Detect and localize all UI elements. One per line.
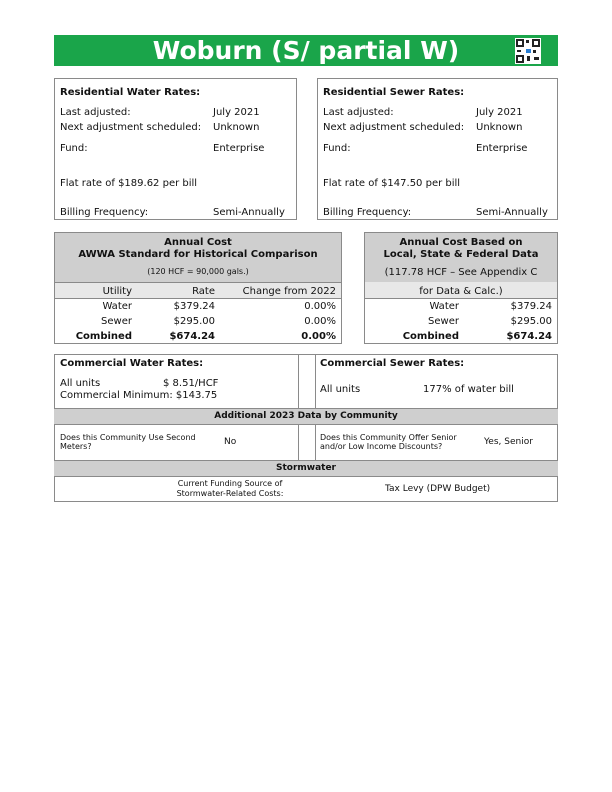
discounts-question-2: and/or Low Income Discounts? bbox=[320, 442, 443, 451]
table-row-combined-rate: $674.24 bbox=[169, 331, 215, 342]
title-banner bbox=[54, 35, 558, 66]
stormwater-label-1: Current Funding Source of bbox=[177, 479, 283, 488]
table-row-sewer-utility: Sewer bbox=[101, 316, 132, 327]
rw-last-adjusted-value: July 2021 bbox=[213, 107, 260, 118]
annual-local-subtitle-1: (117.78 HCF – See Appendix C bbox=[384, 267, 538, 278]
col-header-utility: Utility bbox=[102, 286, 132, 297]
local-row-sewer-utility: Sewer bbox=[428, 316, 459, 327]
rs-billing-value: Semi-Annually bbox=[476, 207, 548, 218]
residential-sewer-heading: Residential Sewer Rates: bbox=[323, 87, 465, 98]
rw-fund-label: Fund: bbox=[60, 143, 88, 154]
rw-next-value: Unknown bbox=[213, 122, 260, 133]
commercial-sewer-heading: Commercial Sewer Rates: bbox=[320, 358, 465, 369]
annual-cost-title-2: AWWA Standard for Historical Comparison bbox=[78, 249, 318, 260]
stormwater-heading: Stormwater bbox=[275, 463, 337, 473]
rs-next-label: Next adjustment scheduled: bbox=[323, 122, 465, 133]
additional-data-heading: Additional 2023 Data by Community bbox=[214, 411, 398, 421]
local-row-sewer-rate: $295.00 bbox=[510, 316, 552, 327]
discounts-answer: Yes, Senior bbox=[484, 437, 533, 447]
page-title: Woburn (S/ partial W) bbox=[152, 36, 460, 65]
table-row-water-change: 0.00% bbox=[304, 301, 336, 312]
rw-flat-rate: Flat rate of $189.62 per bill bbox=[60, 178, 198, 189]
annual-local-subtitle-2: for Data & Calc.) bbox=[419, 286, 503, 297]
second-meters-question-1: Does this Community Use Second bbox=[60, 433, 196, 442]
local-row-water-utility: Water bbox=[429, 301, 459, 312]
qr-code-icon bbox=[515, 38, 541, 64]
local-row-combined-rate: $674.24 bbox=[506, 331, 552, 342]
residential-water-heading: Residential Water Rates: bbox=[60, 87, 201, 98]
cs-all-units-value: 177% of water bill bbox=[423, 384, 514, 395]
rs-fund-label: Fund: bbox=[323, 143, 351, 154]
rs-last-adjusted-value: July 2021 bbox=[476, 107, 523, 118]
local-row-combined-utility: Combined bbox=[402, 331, 459, 342]
rs-billing-label: Billing Frequency: bbox=[323, 207, 412, 218]
table-row-sewer-change: 0.00% bbox=[304, 316, 336, 327]
table-row-combined-utility: Combined bbox=[75, 331, 132, 342]
stormwater-label-2: Stormwater-Related Costs: bbox=[176, 489, 284, 498]
table-row-water-rate: $379.24 bbox=[173, 301, 215, 312]
annual-local-title-1: Annual Cost Based on bbox=[399, 237, 523, 248]
rw-fund-value: Enterprise bbox=[213, 143, 265, 154]
commercial-water-heading: Commercial Water Rates: bbox=[60, 358, 204, 369]
discounts-question-1: Does this Community Offer Senior bbox=[320, 433, 457, 442]
rw-last-adjusted-label: Last adjusted: bbox=[60, 107, 131, 118]
rs-last-adjusted-label: Last adjusted: bbox=[323, 107, 394, 118]
second-meters-answer: No bbox=[224, 437, 237, 447]
table-row-water-utility: Water bbox=[102, 301, 132, 312]
stormwater-value: Tax Levy (DPW Budget) bbox=[385, 484, 491, 494]
local-row-water-rate: $379.24 bbox=[510, 301, 552, 312]
rw-billing-label: Billing Frequency: bbox=[60, 207, 149, 218]
table-row-sewer-rate: $295.00 bbox=[173, 316, 215, 327]
cw-all-units-label: All units bbox=[60, 378, 101, 389]
rs-fund-value: Enterprise bbox=[476, 143, 528, 154]
col-header-rate: Rate bbox=[192, 286, 215, 297]
cs-all-units-label: All units bbox=[320, 384, 361, 395]
rw-billing-value: Semi-Annually bbox=[213, 207, 285, 218]
table-row-combined-change: 0.00% bbox=[301, 331, 336, 342]
second-meters-question-2: Meters? bbox=[60, 442, 92, 451]
annual-cost-title-1: Annual Cost bbox=[164, 237, 232, 248]
annual-local-title-2: Local, State & Federal Data bbox=[383, 249, 539, 260]
annual-cost-subtitle: (120 HCF = 90,000 gals.) bbox=[147, 267, 249, 276]
col-header-change: Change from 2022 bbox=[242, 286, 336, 297]
cw-all-units-value: $ 8.51/HCF bbox=[163, 378, 219, 389]
rw-next-label: Next adjustment scheduled: bbox=[60, 122, 202, 133]
rs-next-value: Unknown bbox=[476, 122, 523, 133]
commercial-block bbox=[54, 354, 558, 502]
rs-flat-rate: Flat rate of $147.50 per bill bbox=[323, 178, 461, 189]
cw-minimum: Commercial Minimum: $143.75 bbox=[60, 390, 218, 401]
